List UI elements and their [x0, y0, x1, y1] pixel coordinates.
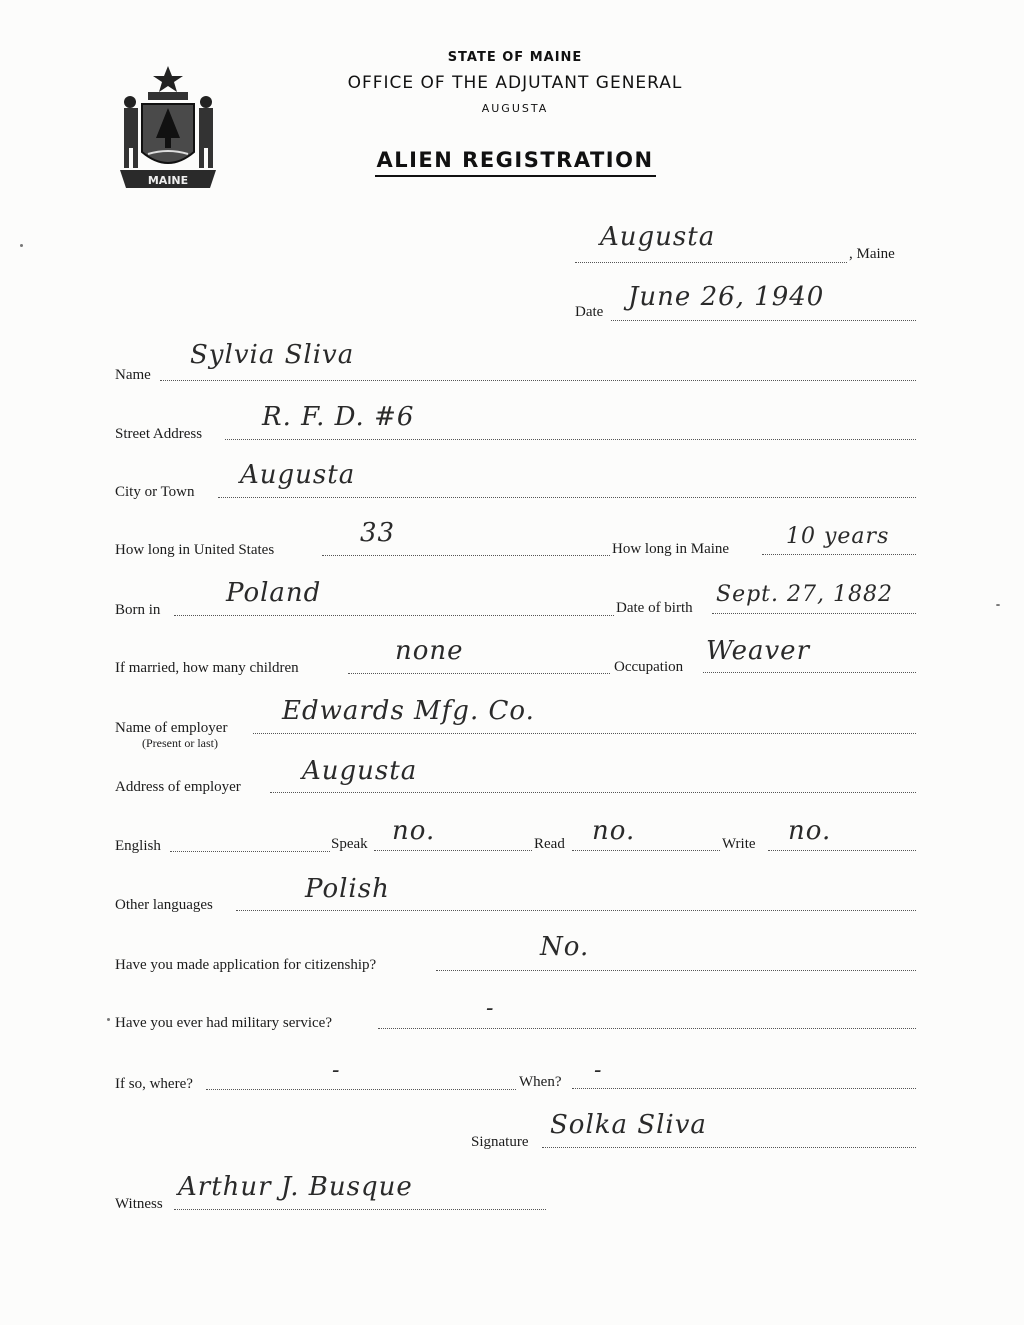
speak-label: Speak	[331, 836, 368, 852]
military-label: Have you ever had military service?	[115, 1015, 332, 1031]
read-value: no.	[592, 816, 636, 846]
military-value: -	[486, 996, 495, 1021]
if-so-where-line	[206, 1089, 516, 1090]
city-label: City or Town	[115, 484, 195, 500]
witness-value: Arthur J. Busque	[178, 1172, 413, 1202]
speak-line	[374, 850, 532, 851]
header-state: STATE OF MAINE	[447, 50, 583, 65]
city-value: Augusta	[240, 460, 356, 490]
employer-address-label: Address of employer	[115, 779, 241, 795]
other-languages-line	[236, 910, 916, 911]
children-label: If married, how many children	[115, 660, 299, 676]
header-office: OFFICE OF THE ADJUTANT GENERAL	[347, 73, 683, 93]
read-label: Read	[534, 836, 565, 852]
scan-speck	[996, 604, 1000, 606]
occupation-line	[703, 672, 916, 673]
name-line	[160, 380, 916, 381]
born-in-value: Poland	[226, 578, 322, 608]
occupation-label: Occupation	[614, 659, 684, 675]
english-line	[170, 851, 330, 852]
when-label: When?	[519, 1074, 562, 1090]
signature-value: Solka Sliva	[550, 1110, 707, 1140]
date-of-birth-line	[712, 613, 916, 614]
signature-label: Signature	[471, 1134, 529, 1150]
how-long-us-value: 33	[360, 518, 396, 548]
children-value: none	[395, 636, 464, 666]
write-line	[768, 850, 916, 851]
other-languages-value: Polish	[305, 874, 390, 904]
born-in-label: Born in	[115, 602, 161, 618]
employer-address-line	[270, 792, 916, 793]
write-value: no.	[788, 816, 832, 846]
signature-line	[542, 1147, 916, 1148]
place-line	[575, 262, 847, 263]
witness-line	[174, 1209, 546, 1210]
employer-line	[253, 733, 916, 734]
if-so-where-value: -	[332, 1058, 341, 1083]
witness-label: Witness	[115, 1196, 163, 1212]
header-city: AUGUSTA	[481, 102, 549, 115]
date-value: June 26, 1940	[628, 282, 825, 312]
street-address-value: R. F. D. #6	[262, 402, 415, 432]
date-of-birth-label: Date of birth	[616, 600, 693, 616]
military-line	[378, 1028, 916, 1029]
write-label: Write	[722, 836, 756, 852]
employer-value: Edwards Mfg. Co.	[282, 696, 535, 726]
when-value: -	[594, 1058, 603, 1083]
if-so-where-label: If so, where?	[115, 1076, 193, 1092]
how-long-maine-value: 10 years	[786, 524, 890, 549]
other-languages-label: Other languages	[115, 897, 213, 913]
how-long-us-line	[322, 555, 610, 556]
place-value: Augusta	[600, 222, 716, 252]
english-label: English	[115, 838, 161, 854]
how-long-maine-label: How long in Maine	[612, 541, 730, 557]
employer-label: Name of employer	[115, 720, 228, 736]
how-long-us-label: How long in United States	[115, 542, 275, 558]
born-in-line	[174, 615, 614, 616]
date-of-birth-value: Sept. 27, 1882	[716, 582, 893, 607]
occupation-value: Weaver	[706, 636, 810, 666]
scan-speck	[20, 244, 23, 247]
street-address-label: Street Address	[115, 426, 203, 442]
employer-note: (Present or last)	[142, 736, 218, 750]
name-value: Sylvia Sliva	[190, 340, 355, 370]
employer-address-value: Augusta	[302, 756, 418, 786]
street-address-line	[225, 439, 916, 440]
name-label: Name	[115, 367, 151, 383]
citizenship-line	[436, 970, 916, 971]
seal-text: MAINE	[147, 174, 189, 187]
citizenship-value: No.	[540, 932, 590, 962]
city-line	[218, 497, 916, 498]
title-underline	[375, 175, 656, 177]
date-line	[611, 320, 916, 321]
scan-speck	[107, 1018, 110, 1021]
read-line	[572, 850, 720, 851]
citizenship-label: Have you made application for citizenship?	[115, 957, 377, 973]
how-long-maine-line	[762, 554, 916, 555]
maine-seal-icon	[112, 62, 224, 192]
when-line	[572, 1088, 916, 1089]
date-label: Date	[575, 304, 604, 320]
speak-value: no.	[392, 816, 436, 846]
page-title: ALIEN REGISTRATION	[376, 148, 654, 172]
children-line	[348, 673, 610, 674]
place-suffix: , Maine	[849, 246, 895, 262]
